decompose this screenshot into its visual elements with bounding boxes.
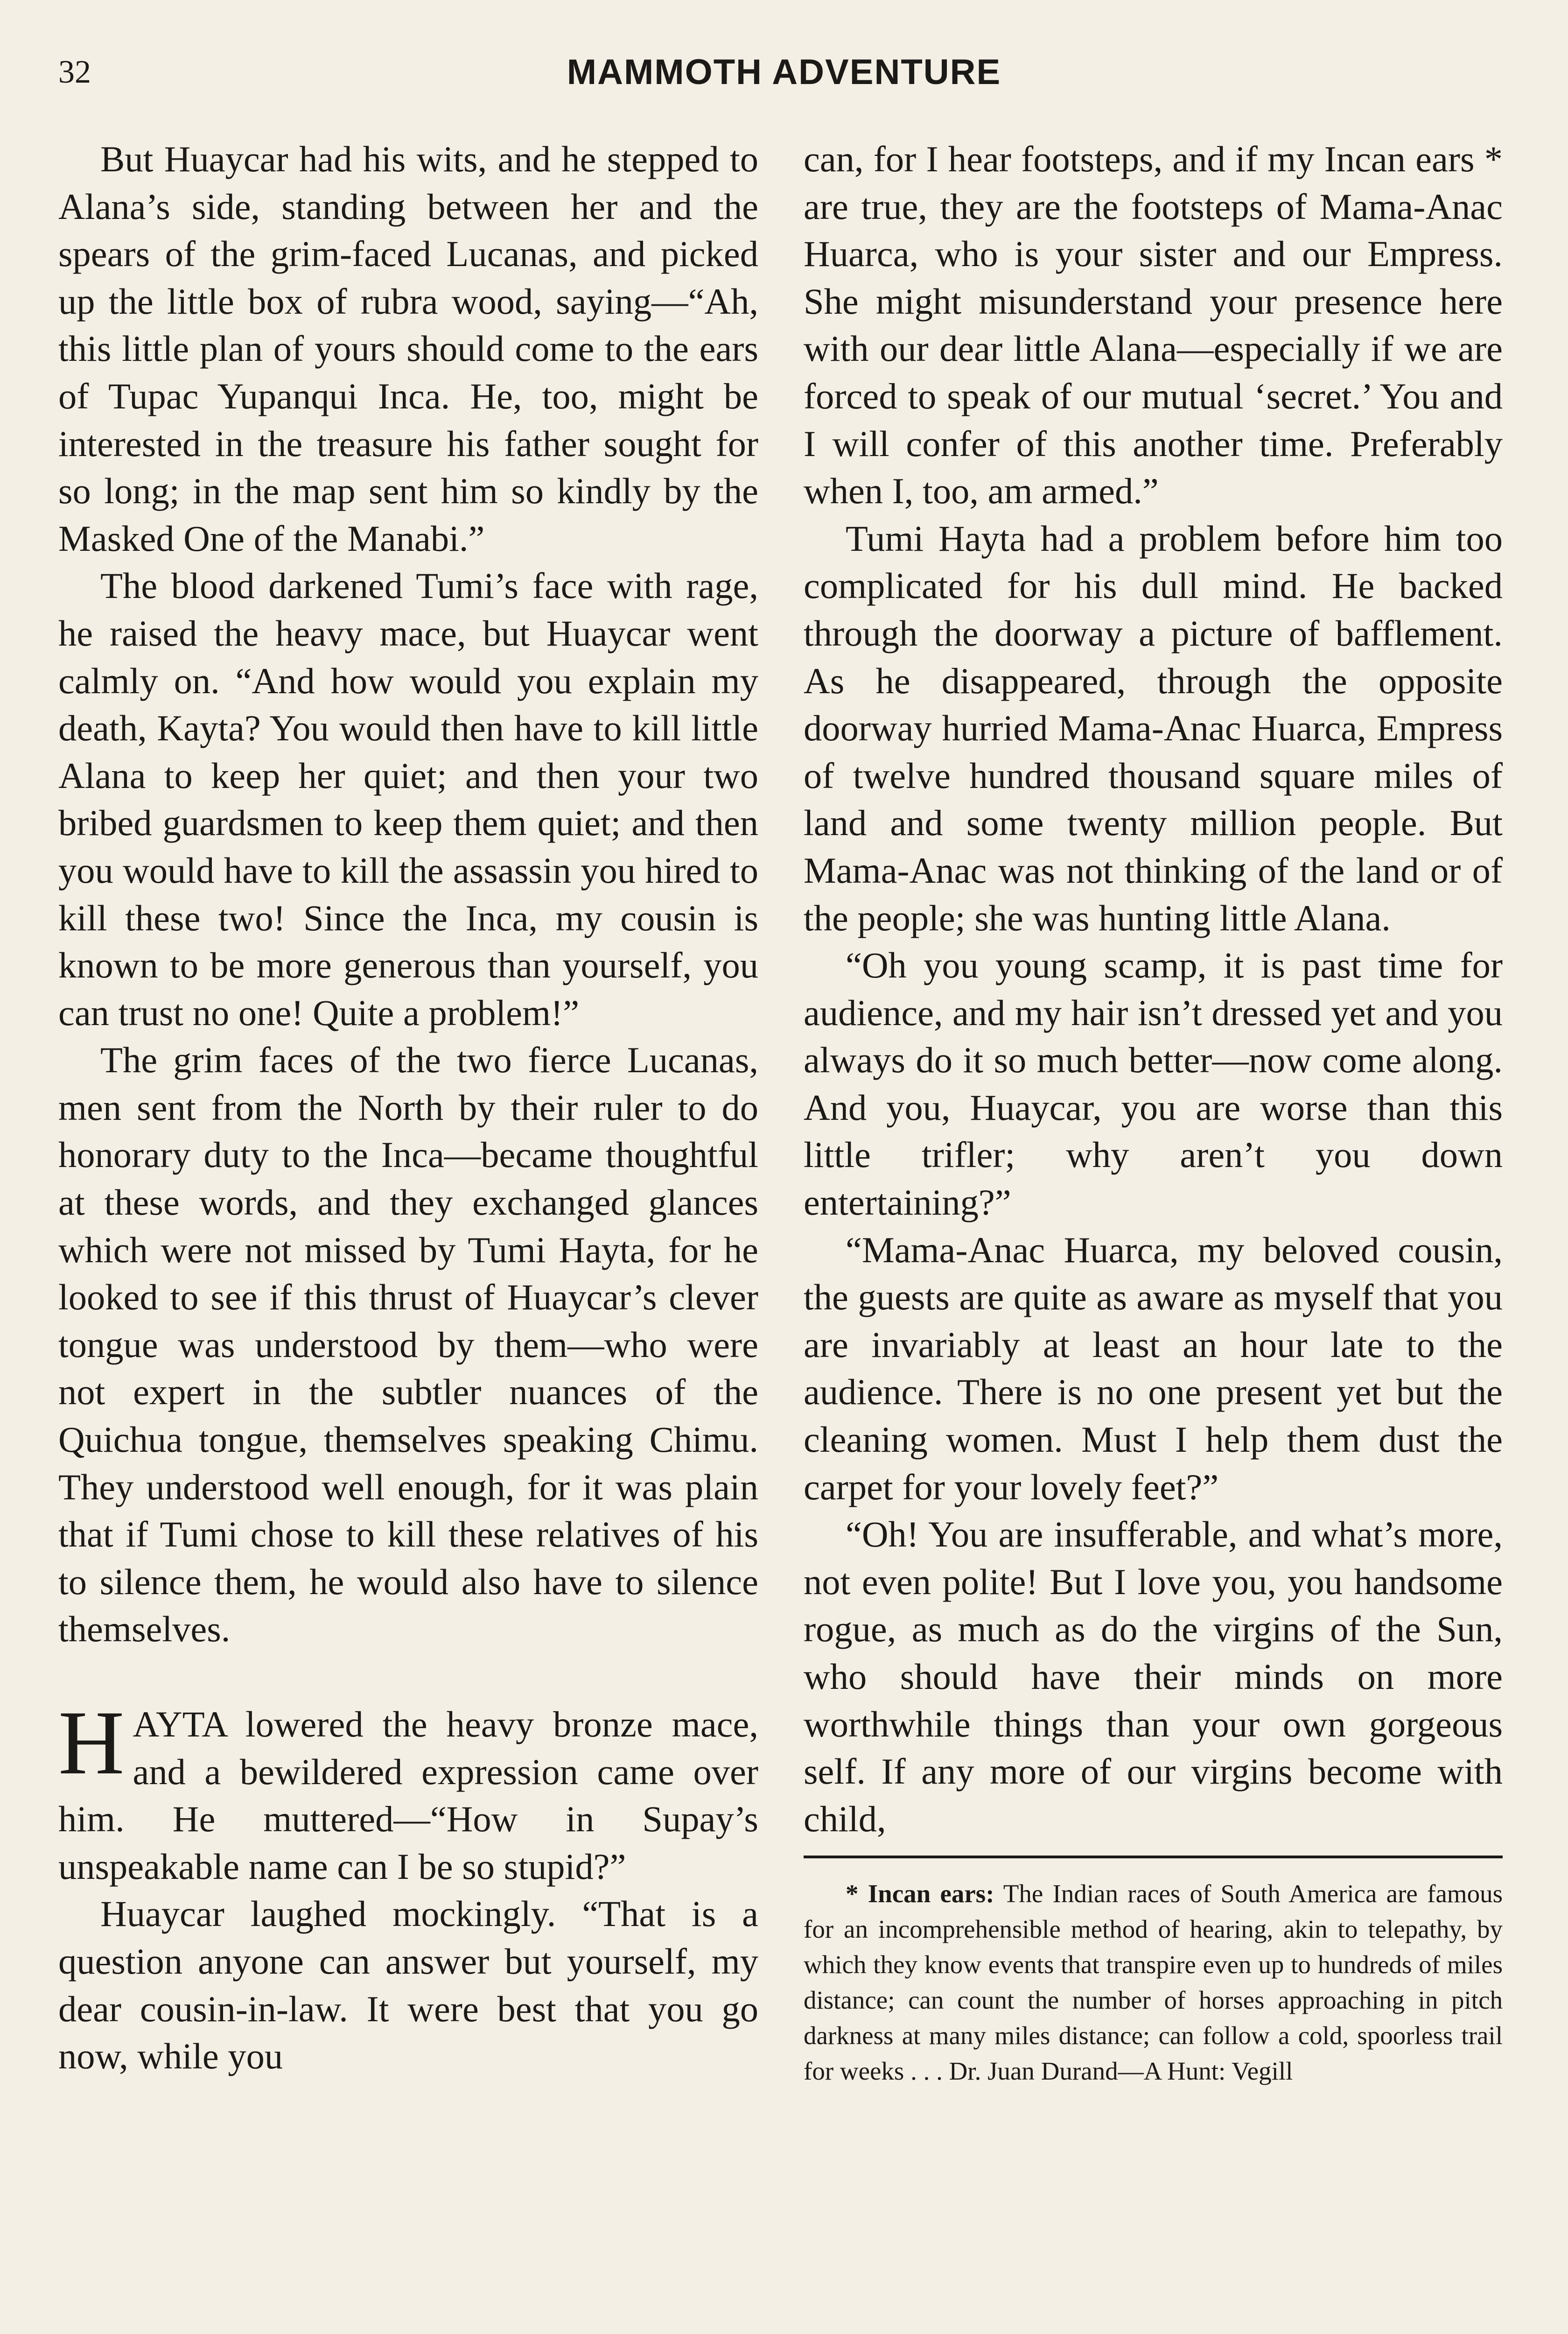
right-column <box>804 135 1503 2089</box>
left-column <box>58 135 758 2080</box>
footnote-divider <box>804 1856 1503 1858</box>
paragraph: “Mama-Anac Huarca, my beloved cousin, the guests are quite as aware as myself that you are invariably at least an hour late to the audience. There is no one present yet but the cleaning women. Must I help them dust the carpet for your lovely feet?” <box>804 1229 1503 1507</box>
footnote-label: * Incan ears: <box>846 1879 994 1908</box>
running-title: MAMMOTH ADVENTURE <box>567 52 1001 92</box>
drop-cap: H <box>58 1692 125 1793</box>
page-header <box>58 47 1510 98</box>
paragraph: The blood darkened Tumi’s face with rage, he raised the heavy mace, but Huaycar went calmly on. “And how would you explain my death, Kayta? You would then have to kill little Alana to keep her quiet; and then your two bribed guardsmen to keep them quiet; and then you would have to kill the assassin you hired to kill these two! Since the Inca, my cousin is known to be more generous than yourself, you can trust no one! Quite a problem!” <box>58 565 758 1033</box>
paragraph: The grim faces of the two fierce Lucanas, men sent from the North by their ruler to do honorary duty to the Inca—became thoughtful at these words, and they exchanged glances which were not missed by Tumi Hayta, for he looked to see if this thrust of Huaycar’s clever tongue was understood by them—who were not expert in the subtler nuances of the Quichua tongue, themselves speaking Chimu. They understood well enough, for it was plain that if Tumi chose to kill these relatives of his to silence them, he would also have to silence themselves. <box>58 1040 758 1650</box>
section-opening-text: AYTA lowered the heavy bronze mace, and a bewildered expression came over him. He muttered—“How in Supay’s unspeakable name can I be so stupid?” <box>58 1704 758 1887</box>
paragraph: Tumi Hayta had a problem before him too complicated for his dull mind. He backed through the doorway a picture of bafflement. As he disappeared, through the opposite doorway hurried Mama-Anac Huarca, Empress of twelve hundred thousand square miles of land and some twenty million people. But Mama-Anac was not thinking of the land or of the people; she was hunting little Alana. <box>804 518 1503 938</box>
footnote <box>804 1876 1503 2089</box>
continued-paragraph: can, for I hear footsteps, and if my Incan ears * are true, they are the footsteps of Mama-Anac Huarca, who is your sister and our Empress. She might misunderstand your presence here with our dear little Alana—especially if we are forced to speak of our mutual ‘secret.’ You and I will confer of this another time. Preferably when I, too, am armed.” <box>804 139 1503 512</box>
page-number: 32 <box>58 54 91 90</box>
paragraph: But Huaycar had his wits, and he stepped to Alana’s side, standing between her and the spears of the grim-faced Lucanas, and picked up the little box of rubra wood, saying—“Ah, this little plan of yours should come to the ears of Tupac Yupanqui Inca. He, too, might be interested in the treasure his father sought for so long; in the map sent him so kindly by the Masked One of the Manabi.” <box>58 139 758 559</box>
paragraph: Huaycar laughed mockingly. “That is a question anyone can answer but yourself, my dear cousin-in-law. It were best that you go now, while you <box>58 1893 758 2077</box>
paragraph: “Oh you young scamp, it is past time for audience, and my hair isn’t dressed yet and you always do it so much better—now come along. And you, Huaycar, you are worse than this little trifler; why aren’t you down entertaining?” <box>804 945 1503 1223</box>
paragraph: “Oh! You are insufferable, and what’s more, not even polite! But I love you, you handsome rogue, as much as do the virgins of the Sun, who should have their minds on more worthwhile things than your own gorgeous self. If any more of our virgins become with child, <box>804 1514 1503 1839</box>
footnote-text: The Indian races of South America are famous for an incomprehensible method of hearing, akin to telepathy, by which they know events that transpire even up to hundreds of miles distance; can count the number of horses approaching in pitch darkness at many miles distance; can follow a cold, spoorless trail for weeks . . . Dr. Juan Durand—A Hunt: Vegill <box>804 1879 1503 2086</box>
section-opening-paragraph <box>58 1692 758 1890</box>
